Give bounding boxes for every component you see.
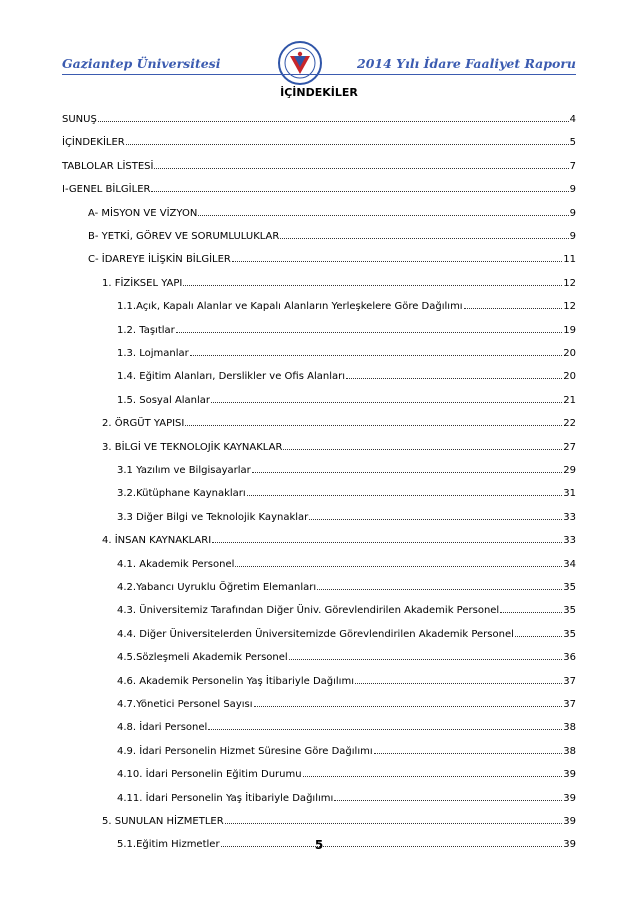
toc-entry-label: 5.1.Eğitim Hizmetler xyxy=(117,839,220,851)
toc-entry-page: 39 xyxy=(563,792,576,804)
header-report-title: 2014 Yılı İdare Faaliyet Raporu xyxy=(357,56,576,71)
toc-entry[interactable] xyxy=(62,159,576,173)
toc-entry-label: İÇİNDEKİLER xyxy=(62,137,125,149)
toc-entry[interactable] xyxy=(62,135,576,149)
toc-entry-label: 1.5. Sosyal Alanlar xyxy=(117,394,211,406)
toc-entry-label: 4.4. Diğer Üniversitelerden Üniversitemizde Görevlendirilen Akademik Personel xyxy=(117,628,514,640)
toc-entry[interactable] xyxy=(117,346,576,360)
toc-entry[interactable] xyxy=(62,112,576,126)
toc-leader-dots xyxy=(98,112,569,122)
toc-entry-label: 5. SUNULAN HİZMETLER xyxy=(102,816,224,827)
toc-entry-label: SUNUŞ xyxy=(62,114,97,125)
toc-leader-dots xyxy=(515,627,562,637)
toc-leader-dots xyxy=(283,440,562,450)
header-rule xyxy=(62,74,576,75)
toc-entry-page: 29 xyxy=(563,465,576,476)
toc-entry-label: 4.9. İdari Personelin Hizmet Süresine Göre Dağılımı xyxy=(117,745,373,757)
toc-leader-dots xyxy=(280,229,568,239)
toc-entry-page: 4 xyxy=(569,114,576,125)
toc-leader-dots xyxy=(185,416,562,426)
toc-leader-dots xyxy=(247,486,563,496)
toc-entry[interactable] xyxy=(117,603,576,617)
toc-title: İÇİNDEKİLER xyxy=(280,86,358,99)
toc-leader-dots xyxy=(176,323,562,333)
toc-entry-page: 38 xyxy=(563,745,576,757)
toc-leader-dots xyxy=(225,814,563,824)
toc-entry[interactable] xyxy=(117,323,576,337)
toc-entry-label: A- MİSYON VE VİZYON xyxy=(88,207,198,219)
toc-leader-dots xyxy=(464,299,563,309)
toc-entry-label: 4. İNSAN KAYNAKLARI xyxy=(102,535,212,547)
toc-entry-page: 31 xyxy=(563,488,576,500)
toc-entry-page: 39 xyxy=(563,816,576,827)
toc-leader-dots xyxy=(355,674,562,684)
toc-leader-dots xyxy=(208,720,562,730)
toc-entry-page: 37 xyxy=(563,699,576,710)
toc-entry[interactable] xyxy=(117,393,576,407)
toc-entry-label: 1. FİZİKSEL YAPI xyxy=(102,277,183,289)
toc-entry-page: 9 xyxy=(569,231,576,242)
toc-entry[interactable] xyxy=(117,674,576,688)
toc-entry-page: 35 xyxy=(563,582,576,593)
toc-entry-label: 2. ÖRGÜT YAPISI xyxy=(102,418,185,430)
toc-entry-page: 22 xyxy=(563,418,576,430)
toc-entry-page: 27 xyxy=(563,441,576,453)
toc-entry-label: 4.6. Akademik Personelin Yaş İtibariyle Dağılımı xyxy=(117,675,354,687)
toc-entry-label: 4.5.Sözleşmeli Akademik Personel xyxy=(117,652,288,664)
toc-entry-page: 35 xyxy=(563,628,576,640)
toc-entry-page: 9 xyxy=(569,207,576,219)
toc-entry[interactable] xyxy=(117,369,576,383)
toc-leader-dots xyxy=(374,744,563,754)
toc-entry-page: 12 xyxy=(563,277,576,289)
toc-entry-label: 4.7.Yönetici Personel Sayısı xyxy=(117,699,253,710)
toc-entry-page: 34 xyxy=(563,558,576,570)
toc-entry-page: 38 xyxy=(563,722,576,734)
toc-leader-dots xyxy=(334,791,562,801)
toc-entry-page: 37 xyxy=(563,675,576,687)
toc-entry-label: TABLOLAR LİSTESİ xyxy=(62,160,154,172)
toc-entry-label: 4.11. İdari Personelin Yaş İtibariyle Dağılımı xyxy=(117,792,334,804)
toc-entry-page: 39 xyxy=(563,839,576,851)
toc-entry[interactable] xyxy=(117,557,576,571)
toc-entry[interactable] xyxy=(117,720,576,734)
toc-entry-label: 1.1.Açık, Kapalı Alanlar ve Kapalı Alanların Yerleşkelere Göre Dağılımı xyxy=(117,301,463,313)
toc-entry-label: 1.2. Taşıtlar xyxy=(117,324,175,336)
toc-leader-dots xyxy=(317,580,562,590)
toc-entry-page: 35 xyxy=(563,605,576,617)
toc-entry-page: 33 xyxy=(563,535,576,547)
toc-leader-dots xyxy=(309,510,562,520)
toc-leader-dots xyxy=(500,603,562,613)
toc-leader-dots xyxy=(183,276,562,286)
toc-entry-label: 3.3 Diğer Bilgi ve Teknolojik Kaynaklar xyxy=(117,511,309,523)
page-number: 5 xyxy=(314,838,324,852)
toc-entry[interactable] xyxy=(117,463,576,477)
toc-entry[interactable] xyxy=(88,206,576,220)
toc-entry-label: 1.4. Eğitim Alanları, Derslikler ve Ofis Alanları xyxy=(117,371,345,383)
toc-entry-label: I-GENEL BİLGİLER xyxy=(62,184,151,196)
toc-leader-dots xyxy=(154,159,568,169)
toc-entry-page: 7 xyxy=(569,160,576,172)
toc-leader-dots xyxy=(235,557,562,567)
toc-entry-label: 4.3. Üniversitemiz Tarafından Diğer Üniv. Görevlendirilen Akademik Personel xyxy=(117,605,500,617)
toc-leader-dots xyxy=(254,697,563,707)
toc-entry-label: 4.1. Akademik Personel xyxy=(117,558,235,570)
toc-entry-page: 39 xyxy=(563,769,576,781)
toc-entry-label: B- YETKİ, GÖREV VE SORUMLULUKLAR xyxy=(88,231,280,242)
toc-entry[interactable] xyxy=(102,814,576,828)
toc-leader-dots xyxy=(232,252,562,262)
page-header xyxy=(62,40,576,76)
toc-entry-label: 3.1 Yazılım ve Bilgisayarlar xyxy=(117,465,251,476)
toc-entry[interactable] xyxy=(117,580,576,594)
toc-entry[interactable] xyxy=(117,767,576,781)
toc-entry-page: 11 xyxy=(563,254,576,266)
toc-entry-label: 4.8. İdari Personel xyxy=(117,722,208,734)
toc-entry[interactable] xyxy=(102,276,576,290)
toc-entry-label: 3. BİLGİ VE TEKNOLOJİK KAYNAKLAR xyxy=(102,441,283,453)
toc-entry-page: 21 xyxy=(563,394,576,406)
toc-entry-label: 3.2.Kütüphane Kaynakları xyxy=(117,488,246,500)
toc-entry[interactable] xyxy=(102,533,576,547)
toc-entry-label: 1.3. Lojmanlar xyxy=(117,348,189,359)
toc-entry[interactable] xyxy=(62,182,576,196)
toc-leader-dots xyxy=(126,135,569,145)
toc-entry-page: 36 xyxy=(563,652,576,664)
toc-leader-dots xyxy=(212,533,562,543)
toc-entry-label: 4.2.Yabancı Uyruklu Öğretim Elemanları xyxy=(117,582,317,593)
toc-entry[interactable] xyxy=(117,791,576,805)
toc-entry-page: 5 xyxy=(569,137,576,149)
toc-entry[interactable] xyxy=(117,486,576,500)
university-logo-icon xyxy=(277,40,323,86)
toc-entry-page: 20 xyxy=(563,348,576,359)
toc-entry-page: 20 xyxy=(563,371,576,383)
toc-entry-label: 4.10. İdari Personelin Eğitim Durumu xyxy=(117,769,302,781)
toc-entry-page: 12 xyxy=(563,301,576,313)
toc-leader-dots xyxy=(289,650,563,660)
toc-entry[interactable] xyxy=(102,416,576,430)
toc-entry[interactable] xyxy=(117,510,576,524)
toc-entry[interactable] xyxy=(117,697,576,711)
toc-entry[interactable] xyxy=(88,252,576,266)
toc-entry-label: C- İDAREYE İLİŞKİN BİLGİLER xyxy=(88,254,231,266)
toc-entry[interactable] xyxy=(117,627,576,641)
header-university-name: Gaziantep Üniversitesi xyxy=(62,56,221,71)
toc-entry[interactable] xyxy=(88,229,576,243)
toc-entry[interactable] xyxy=(117,650,576,664)
toc-leader-dots xyxy=(190,346,562,356)
toc-leader-dots xyxy=(151,182,568,192)
toc-entry[interactable] xyxy=(117,299,576,313)
toc-leader-dots xyxy=(198,206,568,216)
toc-entry-page: 9 xyxy=(569,184,576,196)
toc-leader-dots xyxy=(211,393,562,403)
toc-leader-dots xyxy=(252,463,563,473)
toc-leader-dots xyxy=(346,369,562,379)
toc-entry[interactable] xyxy=(117,744,576,758)
toc-entry-page: 19 xyxy=(563,324,576,336)
toc-leader-dots xyxy=(303,767,563,777)
toc-entry-page: 33 xyxy=(563,511,576,523)
toc-entry[interactable] xyxy=(102,440,576,454)
